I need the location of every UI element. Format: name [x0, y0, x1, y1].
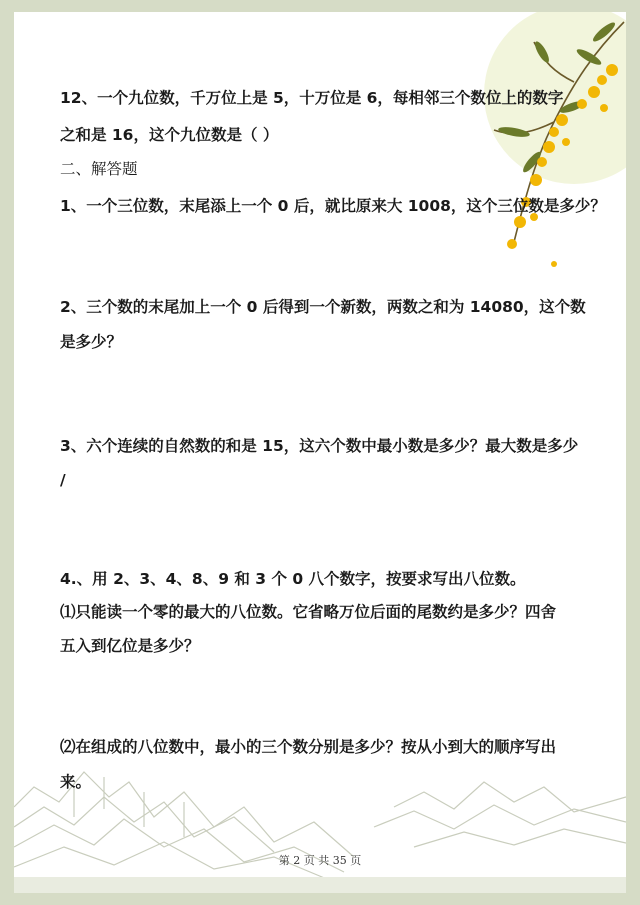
question-4-part-1-line-2: 五入到亿位是多少？	[60, 637, 200, 655]
question-4-part-2-line-1: ⑵在组成的八位数中，最小的三个数分别是多少？按从小到大的顺序写出	[60, 738, 557, 756]
question-12-line-2: 之和是 16，这个九位数是（ ）	[60, 126, 279, 144]
question-4-part-2-line-2: 来。	[60, 773, 92, 791]
question-3-line-2: /	[60, 471, 66, 489]
section-title: 二、解答题	[60, 160, 138, 178]
document-page	[14, 12, 626, 893]
question-1-line-1: 1、一个三位数，末尾添上一个 0 后，就比原来大 1008，这个三位数是多少？	[60, 197, 606, 215]
blossom-branch-decoration	[454, 12, 626, 282]
question-4-line-1: 4.、用 2、3、4、8、9 和 3 个 0 八个数字，按要求写出八位数。	[60, 570, 526, 588]
question-3-line-1: 3、六个连续的自然数的和是 15，这六个数中最小数是多少？最大数是多少	[60, 437, 579, 455]
mountains-decoration	[14, 747, 626, 893]
page-footer: 第 2 页 共 35 页	[278, 854, 362, 867]
question-2-line-2: 是多少？	[60, 333, 123, 351]
question-4-part-1-line-1: ⑴只能读一个零的最大的八位数。它省略万位后面的尾数约是多少？四舍	[60, 603, 557, 621]
question-12-line-1: 12、一个九位数，千万位上是 5，十万位是 6，每相邻三个数位上的数字	[60, 89, 564, 107]
question-2-line-1: 2、三个数的末尾加上一个 0 后得到一个新数，两数之和为 14080，这个数	[60, 298, 586, 316]
